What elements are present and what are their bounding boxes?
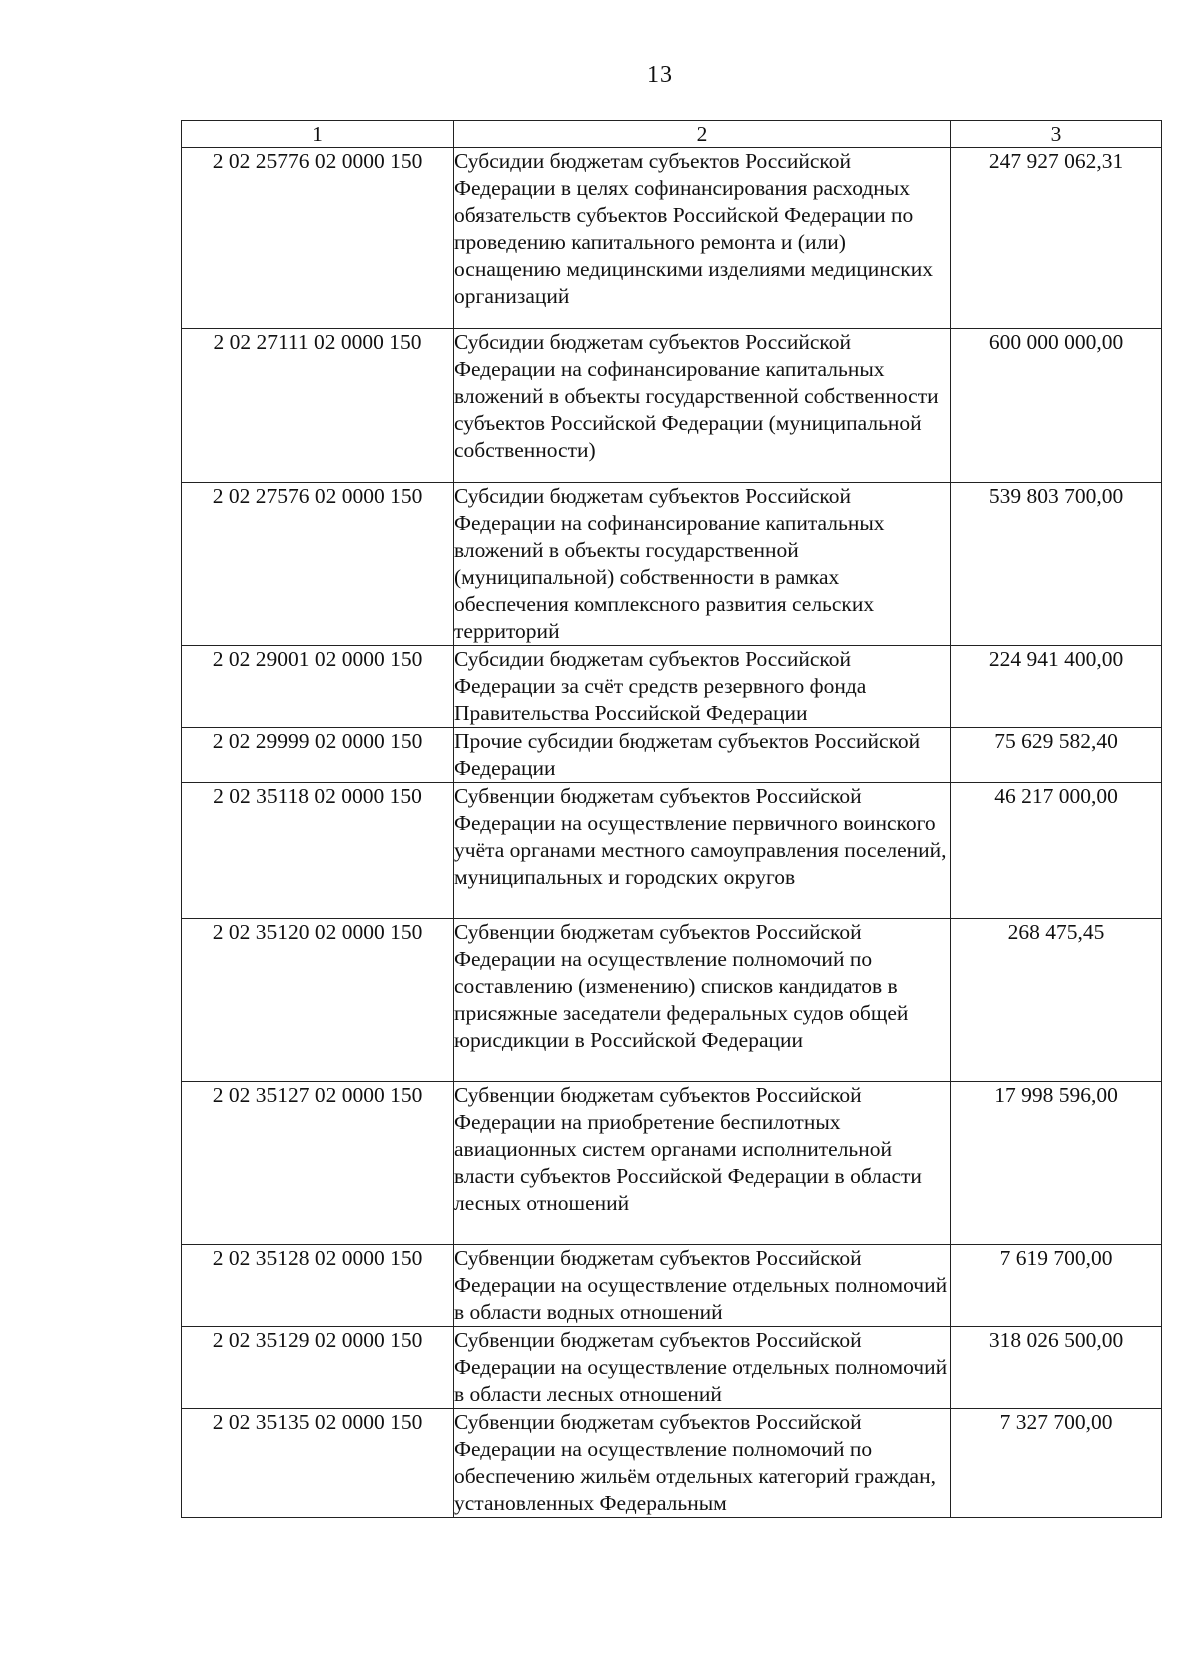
table-row [182,919,1162,1082]
revenue-description: Субвенции бюджетам субъектов Российской Федерации на осуществление отдельных полномочий в области лесных отношений [454,1327,951,1409]
amount: 247 927 062,31 [951,148,1162,329]
table-row [182,148,1162,329]
column-header-2: 2 [454,121,951,148]
amount: 7 619 700,00 [951,1245,1162,1327]
budget-code: 2 02 29001 02 0000 150 [182,646,454,728]
revenue-description: Прочие субсидии бюджетам субъектов Российской Федерации [454,728,951,783]
revenue-description: Субсидии бюджетам субъектов Российской Федерации в целях софинансирования расходных обязательств субъектов Российской Федерации по проведению капитального ремонта и (или) оснащению медицинскими изделиями медицинских организаций [454,148,951,329]
amount: 318 026 500,00 [951,1327,1162,1409]
budget-code: 2 02 35118 02 0000 150 [182,783,454,919]
column-header-1: 1 [182,121,454,148]
amount: 46 217 000,00 [951,783,1162,919]
budget-code: 2 02 29999 02 0000 150 [182,728,454,783]
table-row [182,646,1162,728]
revenue-description: Субсидии бюджетам субъектов Российской Федерации на софинансирование капитальных вложений в объекты государственной (муниципальной) собственности в рамках обеспечения комплексного развития сельских территорий [454,483,951,646]
budget-code: 2 02 25776 02 0000 150 [182,148,454,329]
table-row [182,1082,1162,1245]
budget-revenue-table [181,120,1162,1518]
table-row [182,728,1162,783]
amount: 7 327 700,00 [951,1409,1162,1518]
amount: 224 941 400,00 [951,646,1162,728]
amount: 75 629 582,40 [951,728,1162,783]
revenue-description: Субвенции бюджетам субъектов Российской Федерации на приобретение беспилотных авиационных систем органами исполнительной власти субъектов Российской Федерации в области лесных отношений [454,1082,951,1245]
table-row [182,1245,1162,1327]
budget-code: 2 02 35128 02 0000 150 [182,1245,454,1327]
budget-code: 2 02 35129 02 0000 150 [182,1327,454,1409]
revenue-description: Субвенции бюджетам субъектов Российской Федерации на осуществление полномочий по составлению (изменению) списков кандидатов в присяжные заседатели федеральных судов общей юрисдикции в Российской Федерации [454,919,951,1082]
table-row [182,329,1162,483]
amount: 268 475,45 [951,919,1162,1082]
amount: 600 000 000,00 [951,329,1162,483]
revenue-description: Субсидии бюджетам субъектов Российской Федерации на софинансирование капитальных вложений в объекты государственной собственности субъектов Российской Федерации (муниципальной собственности) [454,329,951,483]
budget-code: 2 02 35120 02 0000 150 [182,919,454,1082]
budget-code: 2 02 35127 02 0000 150 [182,1082,454,1245]
table-row [182,1327,1162,1409]
revenue-description: Субвенции бюджетам субъектов Российской Федерации на осуществление полномочий по обеспечению жильём отдельных категорий граждан, установленных Федеральным [454,1409,951,1518]
revenue-description: Субвенции бюджетам субъектов Российской Федерации на осуществление отдельных полномочий в области водных отношений [454,1245,951,1327]
page-number: 13 [647,62,673,88]
budget-code: 2 02 35135 02 0000 150 [182,1409,454,1518]
amount: 539 803 700,00 [951,483,1162,646]
column-header-3: 3 [951,121,1162,148]
table-row [182,783,1162,919]
amount: 17 998 596,00 [951,1082,1162,1245]
table-header-row [182,121,1162,148]
table-row [182,483,1162,646]
revenue-description: Субсидии бюджетам субъектов Российской Федерации за счёт средств резервного фонда Правительства Российской Федерации [454,646,951,728]
revenue-description: Субвенции бюджетам субъектов Российской Федерации на осуществление первичного воинского учёта органами местного самоуправления поселений, муниципальных и городских округов [454,783,951,919]
budget-code: 2 02 27576 02 0000 150 [182,483,454,646]
budget-code: 2 02 27111 02 0000 150 [182,329,454,483]
table-row [182,1409,1162,1518]
